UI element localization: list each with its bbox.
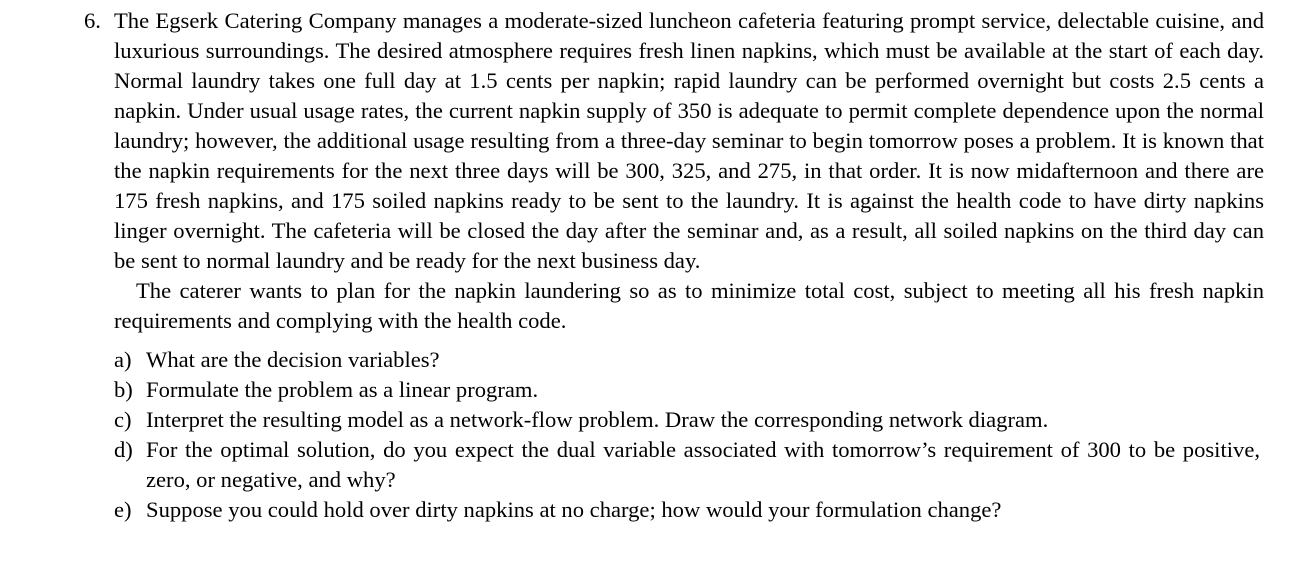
question-parts <box>84 345 1264 525</box>
question-part-b <box>114 375 1264 405</box>
part-letter: b) <box>114 377 133 402</box>
problem-paragraph-1: The Egserk Catering Company manages a moderate-sized luncheon cafeteria featuring prompt service, delectable cuisine, and luxurious surroundings. The desired atmosphere requires fresh linen napkins, which must be available at the start of each day. Normal laundry takes one full day at 1.5 cents per napkin; rapid laundry can be performed overnight but costs 2.5 cents a napkin. Under usual usage rates, the current napkin supply of 350 is adequate to permit complete dependence upon the normal laundry; however, the additional usage resulting from a three-day seminar to begin tomorrow poses a problem. It is known that the napkin requirements for the next three days will be 300, 325, and 275, in that order. It is now midafternoon and there are 175 fresh napkins, and 175 soiled napkins ready to be sent to the laundry. It is against the health code to have dirty napkins linger overnight. The cafeteria will be closed the day after the seminar and, as a result, all soiled napkins on the third day can be sent to normal laundry and be ready for the next business day. <box>114 8 1264 273</box>
problem-paragraph-2: The caterer wants to plan for the napkin laundering so as to minimize total cost, subject to meeting all his fresh napkin requirements and complying with the health code. <box>114 278 1264 333</box>
problem-number: 6. <box>84 8 101 33</box>
question-part-d <box>114 435 1264 495</box>
part-text: Formulate the problem as a linear program. <box>146 377 539 402</box>
part-text: For the optimal solution, do you expect the dual variable associated with tomorrow’s requirement of 300 to be positive, zero, or negative, and why? <box>146 437 1260 492</box>
question-part-e <box>114 495 1264 525</box>
part-letter: d) <box>114 437 133 462</box>
question-part-a <box>114 345 1264 375</box>
part-text: Suppose you could hold over dirty napkins at no charge; how would your formulation change? <box>146 497 1002 522</box>
part-letter: e) <box>114 497 132 522</box>
question-part-c <box>114 405 1264 435</box>
part-letter: a) <box>114 347 132 372</box>
problem-statement <box>84 6 1264 276</box>
problem-6 <box>84 6 1264 525</box>
part-letter: c) <box>114 407 132 432</box>
part-text: Interpret the resulting model as a network-flow problem. Draw the corresponding network diagram. <box>146 407 1049 432</box>
part-text: What are the decision variables? <box>146 347 440 372</box>
